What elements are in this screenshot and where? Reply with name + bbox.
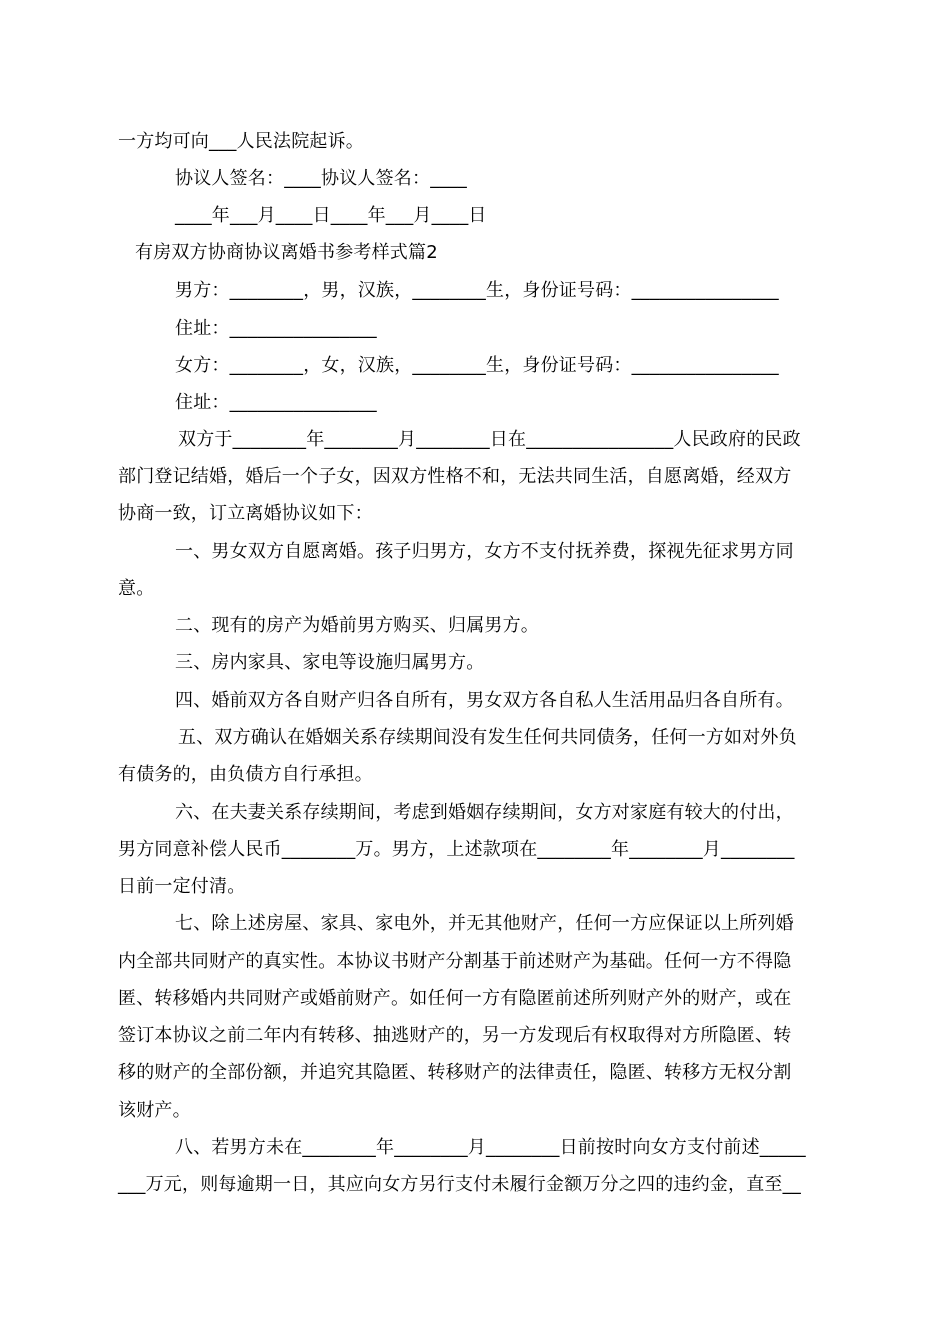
text-line: 协议人签名：____协议人签名：____ (175, 168, 467, 189)
text-line: 双方于________年________月________日在________________人民政府的民政 (178, 429, 801, 450)
text-line: 有债务的，由负债方自行承担。 (118, 764, 373, 785)
text-line: 七、除上述房屋、家具、家电外，并无其他财产，任何一方应保证以上所列婚 (175, 913, 794, 934)
text-line: 移的财产的全部份额，并追究其隐匿、转移财产的法律责任，隐匿、转移方无权分割 (118, 1062, 792, 1083)
text-line: 六、在夫妻关系存续期间，考虑到婚姻存续期间，女方对家庭有较大的付出， (175, 802, 794, 823)
text-line: 签订本协议之前二年内有转移、抽逃财产的，另一方发现后有权取得对方所隐匿、转 (118, 1025, 792, 1046)
text-line: 住址：________________ (175, 318, 377, 339)
text-line: 三、房内家具、家电等设施归属男方。 (175, 652, 485, 673)
text-line: ___万元，则每逾期一日，其应向女方另行支付未履行金额万分之四的违约金，直至__ (118, 1174, 801, 1195)
text-line: 女方：________，女，汉族，________生，身份证号码：________________ (175, 355, 779, 376)
text-line: 男方：________，男，汉族，________生，身份证号码：________________ (175, 280, 779, 301)
text-line: 内全部共同财产的真实性。本协议书财产分割基于前述财产为基础。任何一方不得隐 (118, 951, 792, 972)
text-line: 住址：________________ (175, 392, 377, 413)
text-line: 匿、转移婚内共同财产或婚前财产。如任何一方有隐匿前述所列财产外的财产，或在 (118, 988, 792, 1009)
text-line: 日前一定付清。 (118, 876, 246, 897)
text-line: 意。 (118, 578, 155, 599)
text-line: 男方同意补偿人民币________万。男方，上述款项在________年________月________ (118, 839, 795, 860)
text-line: 五、双方确认在婚姻关系存续期间没有发生任何共同债务，任何一方如对外负 (178, 727, 797, 748)
text-line: ____年___月____日____年___月____日 (175, 205, 487, 226)
text-line: 协商一致，订立离婚协议如下： (118, 503, 373, 524)
text-line: 二、现有的房产为婚前男方购买、归属男方。 (175, 615, 539, 636)
section-title: 有房双方协商协议离婚书参考样式篇2 (135, 242, 438, 263)
text-line: 八、若男方未在________年________月________日前按时向女方支付前述_____ (175, 1137, 806, 1158)
text-line: 该财产。 (118, 1100, 191, 1121)
text-line: 一、男女双方自愿离婚。孩子归男方，女方不支付抚养费，探视先征求男方同 (175, 541, 794, 562)
text-line: 四、婚前双方各自财产归各自所有，男女双方各自私人生活用品归各自所有。 (175, 690, 794, 711)
text-line: 一方均可向___人民法院起诉。 (118, 131, 364, 152)
text-line: 部门登记结婚，婚后一个子女，因双方性格不和，无法共同生活，自愿离婚，经双方 (118, 466, 792, 487)
